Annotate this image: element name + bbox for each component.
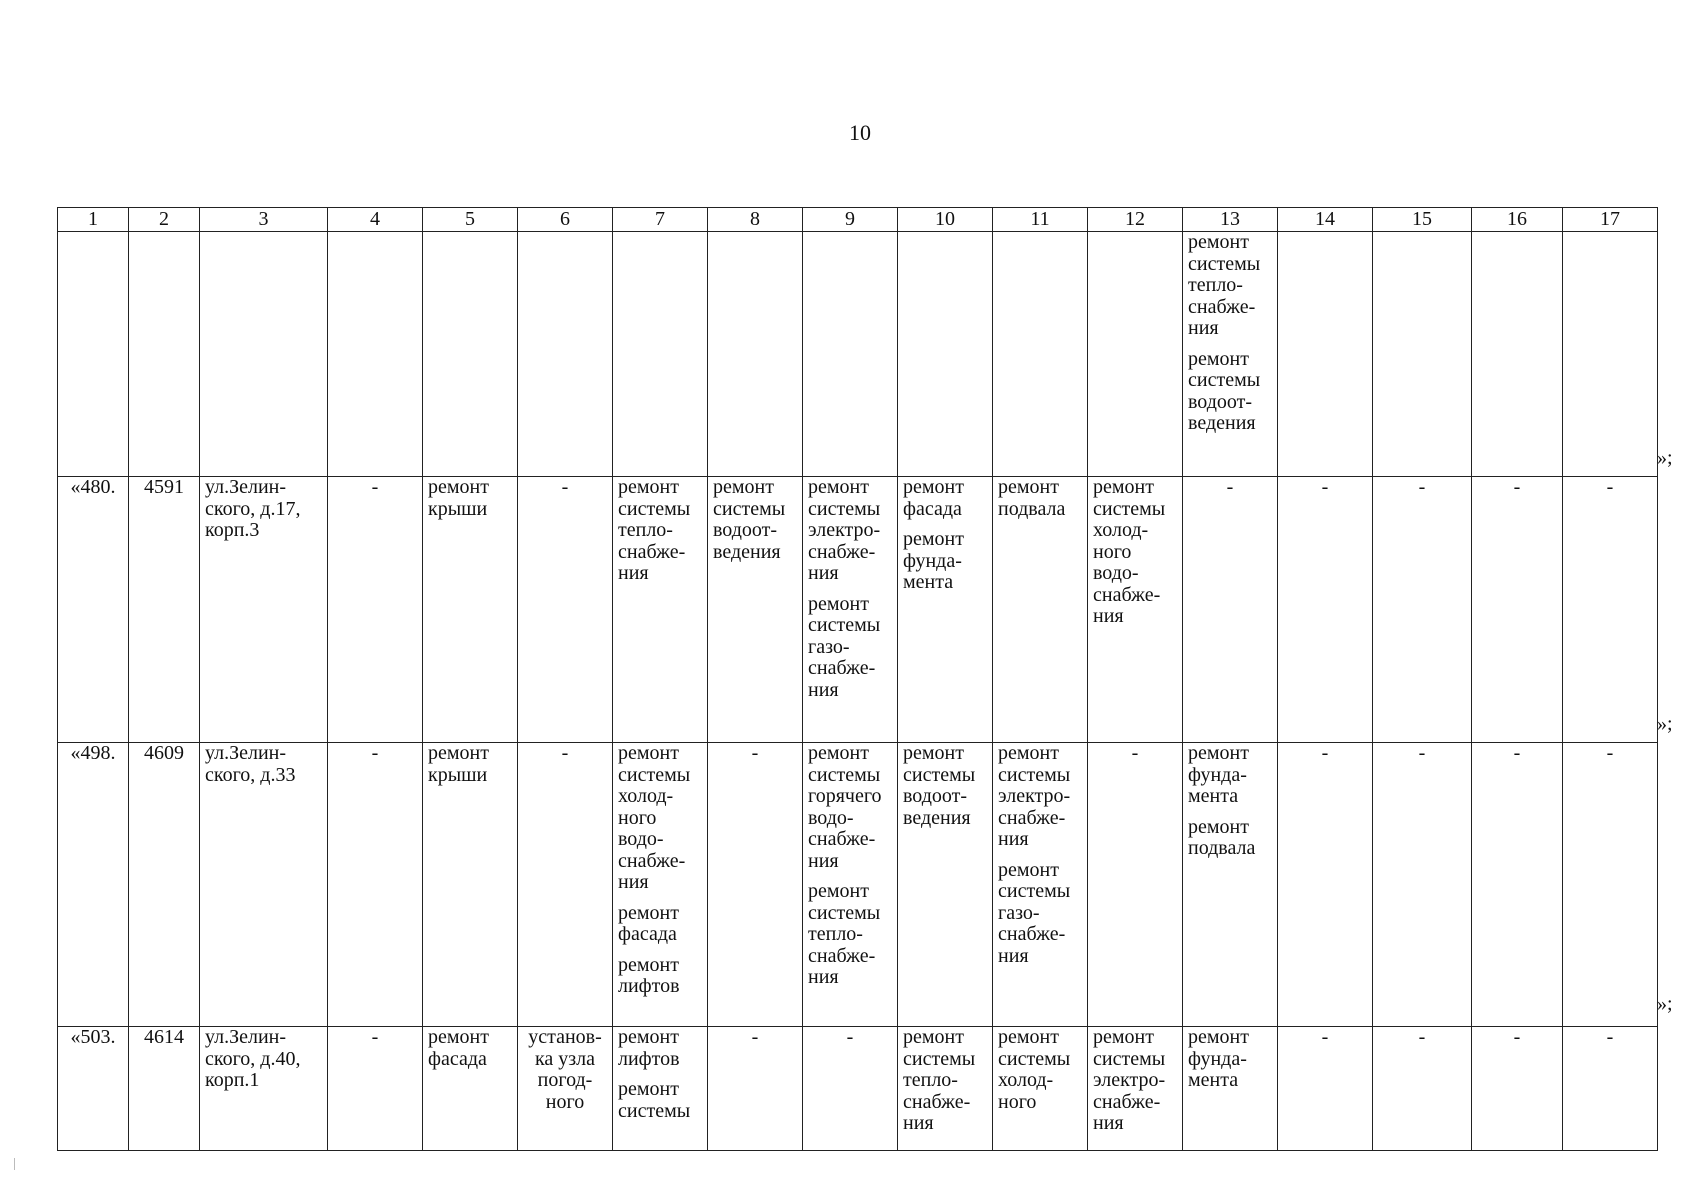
table-cell bbox=[1373, 477, 1472, 743]
cell-text: 4614 bbox=[144, 1026, 184, 1048]
table-cell bbox=[613, 232, 708, 477]
cell-text: - bbox=[1418, 742, 1426, 764]
table-cell bbox=[200, 1027, 328, 1151]
cell-text: - bbox=[1513, 742, 1521, 764]
table-cell bbox=[803, 743, 898, 1027]
cell-text: ул.Зелин-ского, д.33 bbox=[205, 742, 296, 786]
table-cell bbox=[898, 743, 993, 1027]
cell-text: - bbox=[371, 1026, 379, 1048]
table-cell bbox=[708, 743, 803, 1027]
cell-text: - bbox=[561, 742, 569, 764]
table-cell bbox=[1088, 743, 1183, 1027]
column-header-11: 11 bbox=[993, 208, 1088, 232]
table-cell bbox=[1088, 477, 1183, 743]
cell-text: ремонт системы водоот-ведения bbox=[713, 476, 786, 563]
cell-text: ул.Зелин-ского, д.17, корп.3 bbox=[205, 476, 301, 541]
margin-mark bbox=[14, 1158, 15, 1170]
table-cell bbox=[518, 743, 613, 1027]
cell-text: установ-ка узла погод-ного bbox=[528, 1026, 602, 1113]
column-header-8: 8 bbox=[708, 208, 803, 232]
cell-text: - bbox=[1418, 476, 1426, 498]
cell-text: ремонт системы газо-снабже-ния bbox=[998, 858, 1071, 967]
table-cell bbox=[423, 232, 518, 477]
row-closing-mark: »; bbox=[1657, 447, 1673, 469]
cell-text: ремонт системы горячего водо-снабже-ния bbox=[808, 742, 882, 872]
column-header-12: 12 bbox=[1088, 208, 1183, 232]
cell-text: ремонт системы тепло-снабже-ния bbox=[618, 476, 691, 584]
cell-text: ремонт системы электро-снабже-ния bbox=[1093, 1026, 1166, 1134]
table-cell bbox=[423, 743, 518, 1027]
cell-text: ремонт фасада bbox=[618, 901, 679, 945]
column-header-6: 6 bbox=[518, 208, 613, 232]
cell-text: - bbox=[1321, 476, 1329, 498]
table-cell bbox=[1278, 477, 1373, 743]
table-cell bbox=[708, 232, 803, 477]
column-header-3: 3 bbox=[200, 208, 328, 232]
table-cell bbox=[1183, 743, 1278, 1027]
table-cell bbox=[1563, 743, 1658, 1027]
cell-text: - bbox=[371, 742, 379, 764]
cell-text: ремонт системы тепло-снабже-ния bbox=[1188, 231, 1261, 339]
column-header-17: 17 bbox=[1563, 208, 1658, 232]
column-header-7: 7 bbox=[613, 208, 708, 232]
table-cell bbox=[518, 477, 613, 743]
cell-text: ремонт крыши bbox=[428, 742, 489, 786]
table-cell bbox=[1472, 232, 1563, 477]
column-header-15: 15 bbox=[1373, 208, 1472, 232]
cell-text: «480. bbox=[70, 476, 116, 498]
table-cell bbox=[129, 1027, 200, 1151]
table-cell bbox=[993, 1027, 1088, 1151]
table-row bbox=[58, 743, 1658, 1027]
table-cell bbox=[1563, 477, 1658, 743]
column-header-16: 16 bbox=[1472, 208, 1563, 232]
table-cell bbox=[423, 477, 518, 743]
table-cell bbox=[708, 1027, 803, 1151]
table-cell bbox=[803, 232, 898, 477]
table-cell bbox=[1472, 1027, 1563, 1151]
column-header-14: 14 bbox=[1278, 208, 1373, 232]
table-cell bbox=[1183, 232, 1278, 477]
column-header-4: 4 bbox=[328, 208, 423, 232]
table-row bbox=[58, 1027, 1658, 1151]
table-header-row bbox=[58, 208, 1658, 232]
column-header-2: 2 bbox=[129, 208, 200, 232]
cell-text: ремонт фунда-мента bbox=[1188, 742, 1249, 807]
cell-text: ремонт системы электро-снабже-ния bbox=[808, 476, 881, 584]
cell-text: ремонт лифтов bbox=[618, 1026, 680, 1070]
table-cell bbox=[1563, 1027, 1658, 1151]
cell-text: - bbox=[1321, 1026, 1329, 1048]
cell-text: ремонт лифтов bbox=[618, 953, 680, 997]
table-row bbox=[58, 232, 1658, 477]
table-cell bbox=[518, 232, 613, 477]
table-cell bbox=[993, 477, 1088, 743]
table-cell bbox=[58, 743, 129, 1027]
table-cell bbox=[1088, 1027, 1183, 1151]
table-cell bbox=[1278, 232, 1373, 477]
cell-text: - bbox=[561, 476, 569, 498]
cell-text: - bbox=[1418, 1026, 1426, 1048]
cell-text: - bbox=[1321, 742, 1329, 764]
table-cell bbox=[200, 743, 328, 1027]
table-cell bbox=[993, 743, 1088, 1027]
page-number: 10 bbox=[849, 120, 871, 145]
cell-text: - bbox=[1606, 476, 1614, 498]
cell-text: - bbox=[1226, 476, 1234, 498]
table-cell bbox=[898, 477, 993, 743]
cell-text: ул.Зелин-ского, д.40, корп.1 bbox=[205, 1026, 301, 1091]
cell-text: - bbox=[1513, 476, 1521, 498]
cell-text: ремонт фунда-мента bbox=[903, 528, 964, 593]
table-cell bbox=[993, 232, 1088, 477]
cell-text: ремонт системы холод-ного водо-снабже-ния bbox=[1093, 476, 1166, 627]
table-cell bbox=[803, 477, 898, 743]
table-row bbox=[58, 477, 1658, 743]
cell-text: ремонт системы водоот-ведения bbox=[1188, 347, 1261, 434]
table-cell bbox=[328, 232, 423, 477]
table-cell bbox=[1472, 477, 1563, 743]
repair-schedule-table bbox=[57, 207, 1658, 1151]
cell-text: ремонт системы bbox=[618, 1078, 691, 1122]
cell-text: - bbox=[1131, 742, 1139, 764]
row-closing-mark: »; bbox=[1657, 713, 1673, 735]
cell-text: ремонт системы тепло-снабже-ния bbox=[903, 1026, 976, 1134]
table-cell bbox=[58, 232, 129, 477]
cell-text: ремонт системы тепло-снабже-ния bbox=[808, 880, 881, 988]
table-cell bbox=[613, 743, 708, 1027]
column-header-1: 1 bbox=[58, 208, 129, 232]
table-cell bbox=[898, 1027, 993, 1151]
table-cell bbox=[58, 1027, 129, 1151]
table-cell bbox=[129, 477, 200, 743]
table-cell bbox=[1373, 743, 1472, 1027]
cell-text: ремонт системы холод-ного bbox=[998, 1026, 1071, 1113]
table-cell bbox=[613, 1027, 708, 1151]
column-header-5: 5 bbox=[423, 208, 518, 232]
table-cell bbox=[1563, 232, 1658, 477]
table-cell bbox=[803, 1027, 898, 1151]
cell-text: ремонт крыши bbox=[428, 476, 489, 520]
table-cell bbox=[1278, 743, 1373, 1027]
cell-text: - bbox=[371, 476, 379, 498]
table-cell bbox=[58, 477, 129, 743]
table-cell bbox=[1373, 1027, 1472, 1151]
cell-text: - bbox=[751, 742, 759, 764]
cell-text: «503. bbox=[70, 1026, 116, 1048]
cell-text: ремонт подвала bbox=[1188, 815, 1256, 859]
table-cell bbox=[129, 743, 200, 1027]
cell-text: ремонт фунда-мента bbox=[1188, 1026, 1249, 1091]
cell-text: ремонт системы газо-снабже-ния bbox=[808, 592, 881, 701]
cell-text: - bbox=[1606, 742, 1614, 764]
table-cell bbox=[708, 477, 803, 743]
cell-text: - bbox=[751, 1026, 759, 1048]
cell-text: ремонт подвала bbox=[998, 476, 1066, 520]
cell-text: ремонт фасада bbox=[428, 1026, 489, 1070]
cell-text: «498. bbox=[70, 742, 116, 764]
cell-text: 4609 bbox=[144, 742, 184, 764]
column-header-9: 9 bbox=[803, 208, 898, 232]
column-header-13: 13 bbox=[1183, 208, 1278, 232]
table-cell bbox=[328, 743, 423, 1027]
cell-text: ремонт системы электро-снабже-ния bbox=[998, 742, 1071, 850]
table-cell bbox=[129, 232, 200, 477]
table-cell bbox=[328, 1027, 423, 1151]
table-cell bbox=[1088, 232, 1183, 477]
cell-text: ремонт системы водоот-ведения bbox=[903, 742, 976, 829]
table-cell bbox=[1278, 1027, 1373, 1151]
cell-text: ремонт системы холод-ного водо-снабже-ния bbox=[618, 742, 691, 893]
cell-text: - bbox=[846, 1026, 854, 1048]
cell-text: - bbox=[1513, 1026, 1521, 1048]
cell-text: 4591 bbox=[144, 476, 184, 498]
table-cell bbox=[328, 477, 423, 743]
table-cell bbox=[1472, 743, 1563, 1027]
table-cell bbox=[423, 1027, 518, 1151]
table-cell bbox=[200, 232, 328, 477]
column-header-10: 10 bbox=[898, 208, 993, 232]
table-cell bbox=[200, 477, 328, 743]
table-cell bbox=[613, 477, 708, 743]
table-cell bbox=[898, 232, 993, 477]
cell-text: - bbox=[1606, 1026, 1614, 1048]
table-cell bbox=[1183, 1027, 1278, 1151]
cell-text: ремонт фасада bbox=[903, 476, 964, 520]
table-cell bbox=[518, 1027, 613, 1151]
table-cell bbox=[1373, 232, 1472, 477]
row-closing-mark: »; bbox=[1657, 993, 1673, 1015]
table-cell bbox=[1183, 477, 1278, 743]
